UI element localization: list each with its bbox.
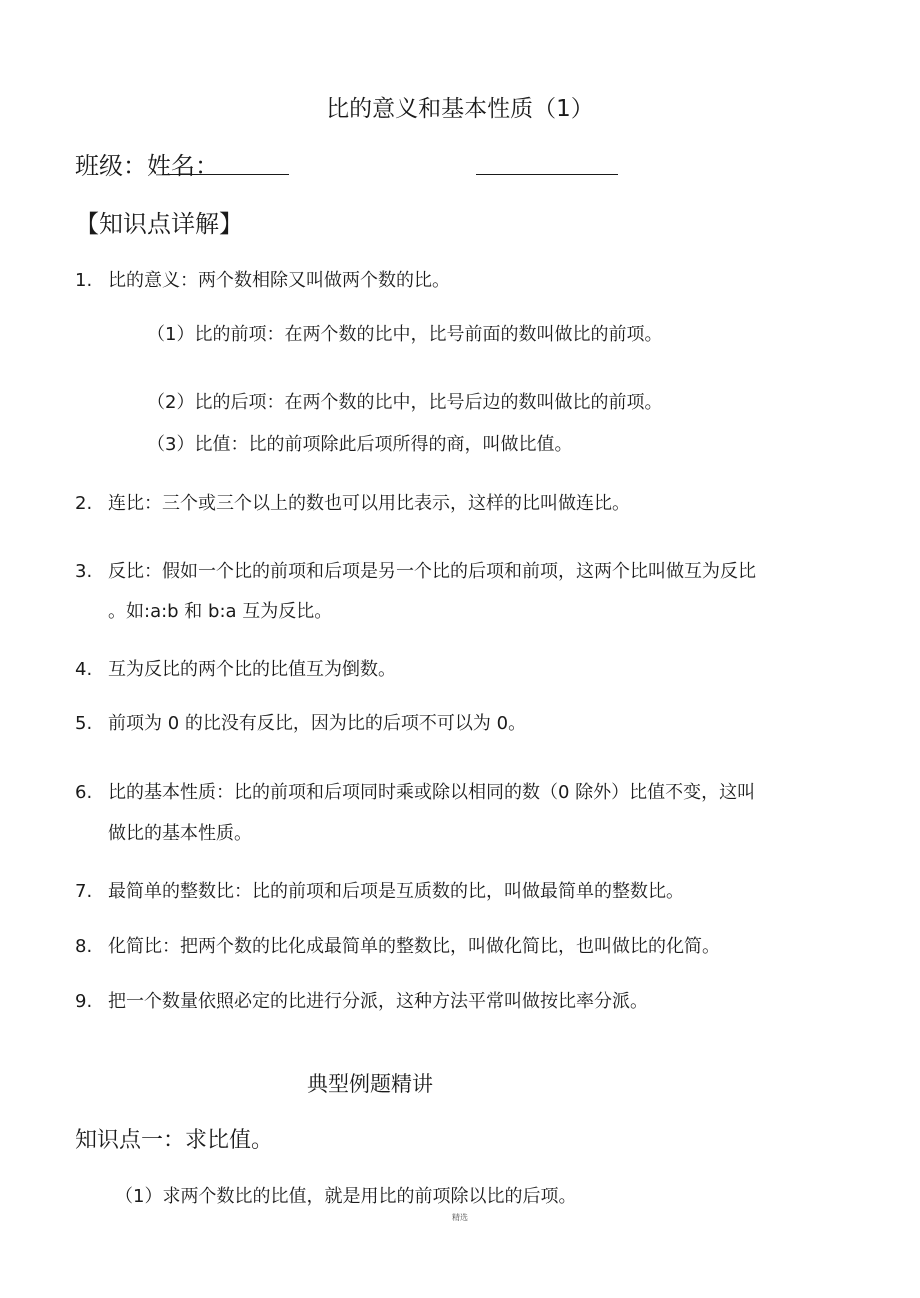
list-item-6 [75,778,755,804]
item-text: 化简比：把两个数的比化成最简单的整数比，叫做化简比，也叫做比的化简。 [108,936,720,957]
class-name-label: 班级：姓名： [75,152,219,180]
item-number: 7. [75,881,93,902]
knowledge-point-1-heading: 知识点一：求比值。 [75,1128,274,1153]
list-item-6-continuation: 做比的基本性质。 [108,823,252,844]
section-heading-examples: 典型例题精讲 [307,1072,433,1096]
list-item-4 [75,655,396,681]
list-item-7 [75,877,684,903]
list-item-5 [75,709,526,735]
list-item-3 [75,557,756,583]
item-number: 2. [75,493,93,514]
item-text: 连比：三个或三个以上的数也可以用比表示，这样的比叫做连比。 [108,493,630,514]
item-number: 1. [75,270,93,291]
sub-item-1: （1）比的前项：在两个数的比中，比号前面的数叫做比的前项。 [147,324,663,345]
list-item-1 [75,266,450,292]
page-title: 比的意义和基本性质（1） [326,96,594,122]
list-item-9 [75,987,648,1013]
item-number: 3. [75,561,93,582]
item-text: 最简单的整数比：比的前项和后项是互质数的比，叫做最简单的整数比。 [108,881,684,902]
item-text: 把一个数量依照必定的比进行分派，这种方法平常叫做按比率分派。 [108,991,648,1012]
item-number: 5. [75,713,93,734]
sub-item-3: （3）比值：比的前项除此后项所得的商，叫做比值。 [147,434,573,455]
page-footer: 精选 [452,1213,468,1222]
name-blank-line [162,174,289,175]
item-number: 8. [75,936,93,957]
item-text: 互为反比的两个比的比值互为倒数。 [108,659,396,680]
item-text: 比的意义：两个数相除又叫做两个数的比。 [108,270,450,291]
item-number: 6. [75,782,93,803]
list-item-2 [75,489,630,515]
item-text: 比的基本性质：比的前项和后项同时乘或除以相同的数（0 除外）比值不变，这叫 [108,782,756,803]
item-text: 反比：假如一个比的前项和后项是另一个比的后项和前项，这两个比叫做互为反比 [108,561,756,582]
section-heading-knowledge: 【知识点详解】 [75,210,243,238]
item-text: 前项为 0 的比没有反比，因为比的后项不可以为 0。 [108,713,527,734]
knowledge-point-1-sub: （1）求两个数比的比值，就是用比的前项除以比的后项。 [115,1186,577,1207]
list-item-3-continuation: 。如:a:b 和 b:a 互为反比。 [108,601,333,622]
sub-item-2: （2）比的后项：在两个数的比中，比号后边的数叫做比的前项。 [147,392,663,413]
item-number: 4. [75,659,93,680]
item-number: 9. [75,991,93,1012]
list-item-8 [75,932,720,958]
extra-blank-line [476,174,618,175]
